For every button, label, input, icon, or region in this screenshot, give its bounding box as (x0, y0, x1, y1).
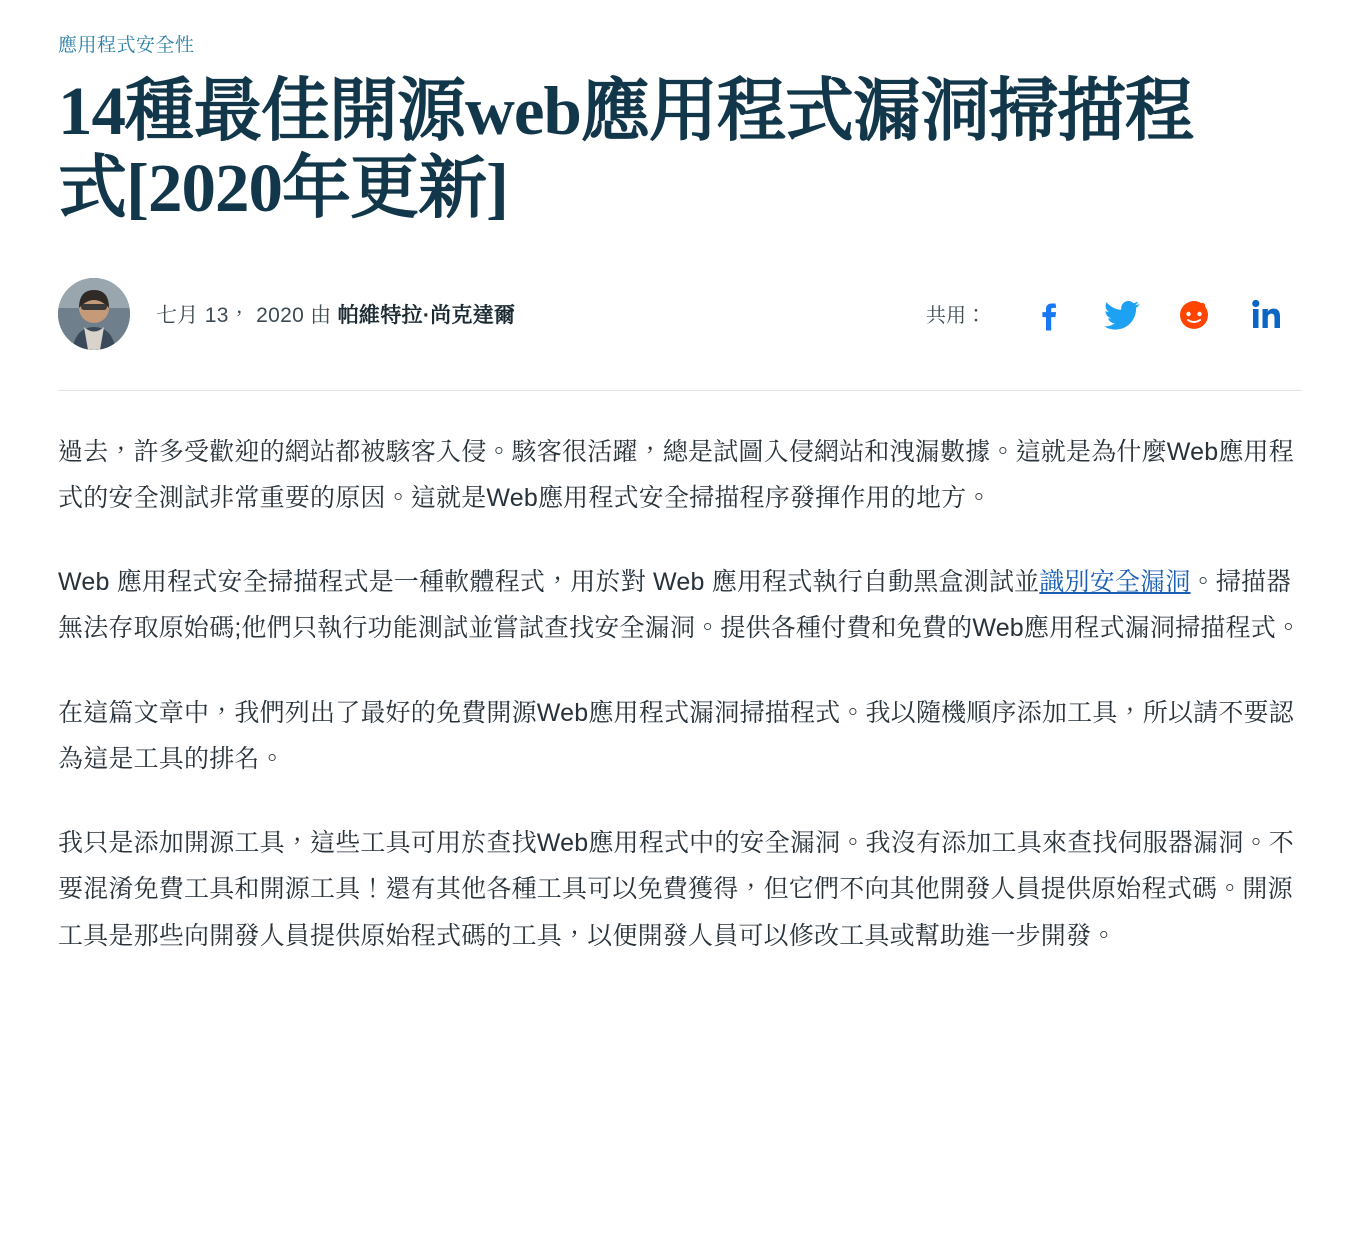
byline (156, 299, 515, 329)
page-title: 14種最佳開源web應用程式漏洞掃描程式[2020年更新] (58, 73, 1193, 227)
reddit-share-icon[interactable] (1158, 292, 1230, 336)
paragraph-4 (58, 820, 1302, 959)
article-page (0, 30, 1360, 959)
share-icons (1014, 292, 1302, 336)
paragraph-text: 。掃描器無法存取原始碼;他們只執行功能測試並嘗試查找安全漏洞。提供各種付費和免費的Web應用程式漏洞掃描程式。 (58, 568, 1302, 643)
author-name[interactable]: 帕維特拉·尚克達爾 (337, 303, 516, 327)
article-meta (58, 274, 1302, 354)
share-label: 共用： (926, 305, 986, 328)
paragraph-3 (58, 690, 1302, 783)
article-body (58, 429, 1302, 959)
paragraph-text: 在這篇文章中，我們列出了最好的免費開源Web應用程式漏洞掃描程式。我以隨機順序添加工具，所以請不要認為這是工具的排名。 (58, 698, 1294, 773)
share-block (926, 292, 1302, 336)
linkedin-share-icon[interactable] (1230, 292, 1302, 336)
article-category (58, 30, 1302, 57)
paragraph-2 (58, 559, 1302, 652)
category-link[interactable]: 應用程式安全性 (58, 35, 195, 56)
paragraph-1 (58, 429, 1302, 522)
paragraph-text: Web 應用程式安全掃描程式是一種軟體程式，用於對 Web 應用程式執行自動黑盒測試並 (58, 568, 1040, 597)
divider (58, 390, 1302, 391)
publish-date: 七月 13， 2020 由 (156, 303, 332, 327)
inline-link-security-vulnerabilities[interactable]: 識別安全漏洞 (1039, 568, 1191, 597)
twitter-share-icon[interactable] (1086, 292, 1158, 336)
facebook-share-icon[interactable] (1014, 292, 1086, 336)
paragraph-text: 過去，許多受歡迎的網站都被駭客入侵。駭客很活躍，總是試圖入侵網站和洩漏數據。這就是為什麼Web應用程式的安全測試非常重要的原因。這就是Web應用程式安全掃描程序發揮作用的地方。 (58, 437, 1294, 512)
avatar (58, 278, 130, 350)
paragraph-text: 我只是添加開源工具，這些工具可用於查找Web應用程式中的安全漏洞。我沒有添加工具來查找伺服器漏洞。不要混淆免費工具和開源工具！還有其他各種工具可以免費獲得，但它們不向其他開發人員提供原始程式碼。開源工具是那些向開發人員提供原始程式碼的工具，以便開發人員可以修改工具或幫助進一步開發。 (58, 829, 1294, 950)
